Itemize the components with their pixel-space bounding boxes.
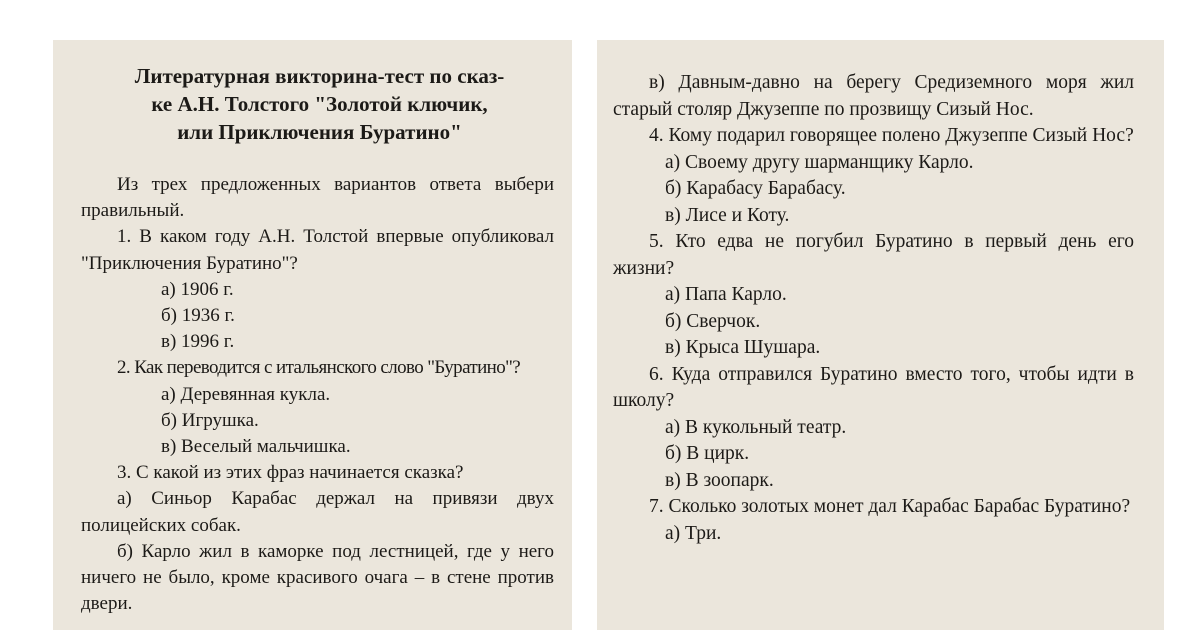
quiz-title — [81, 62, 554, 146]
q1-option-c: в) 1996 г. — [161, 331, 235, 353]
q2-option-c: в) Веселый мальчишка. — [161, 436, 351, 458]
title-line-2: ке А.Н. Толстого "Золотой ключик, — [151, 92, 488, 116]
question-7: 7. Сколько золотых монет дал Карабас Барабас Буратино? — [649, 496, 1131, 517]
title-line-1: Литературная викторина-тест по сказ- — [134, 64, 505, 88]
title-line-3: или Приключения Буратино" — [177, 120, 462, 144]
q1-option-b: б) 1936 г. — [161, 305, 235, 327]
q2-option-a: а) Деревянная кукла. — [161, 383, 331, 405]
q3-option-c: в) Давным-давно на берегу Средиземного моря жил старый столяр Джузеппе по прозвищу Сизый Нос. — [613, 72, 1134, 120]
q5-option-a: а) Папа Карло. — [665, 284, 787, 305]
q1-option-a: а) 1906 г. — [161, 278, 234, 300]
q4-option-a: а) Своему другу шарманщику Карло. — [665, 151, 974, 173]
q4-option-b: б) Карабасу Барабасу. — [665, 178, 846, 199]
q6-option-a: а) В кукольный театр. — [665, 416, 847, 438]
right-page — [597, 40, 1164, 630]
question-4: 4. Кому подарил говорящее полено Джузеппе Сизый Нос? — [649, 125, 1134, 146]
q5-option-b: б) Сверчок. — [665, 310, 761, 332]
question-3: 3. С какой из этих фраз начинается сказка? — [117, 462, 464, 484]
q5-option-c: в) Крыса Шушара. — [665, 337, 821, 358]
q6-option-b: б) В цирк. — [665, 443, 750, 464]
question-6: 6. Куда отправился Буратино вместо того, чтобы идти в школу? — [613, 363, 1134, 411]
instructions: Из трех предложенных вариантов ответа выбери правильный. — [81, 174, 554, 222]
q2-option-b: б) Игрушка. — [161, 409, 259, 431]
question-1: 1. В каком году А.Н. Толстой впервые опубликовал "Приключения Буратино"? — [81, 226, 554, 274]
q6-option-c: в) В зоопарк. — [665, 469, 774, 491]
question-5: 5. Кто едва не погубил Буратино в первый день его жизни? — [613, 231, 1134, 279]
q4-option-c: в) Лисе и Коту. — [665, 204, 790, 226]
q3-option-a: а) Синьор Карабас держал на привязи двух полицейских собак. — [81, 488, 554, 536]
q3-option-b: б) Карло жил в каморке под лестницей, где у него ничего не было, кроме красивого очага – в стене против двери. — [81, 540, 554, 615]
q7-option-a: а) Три. — [665, 522, 722, 544]
question-2: 2. Как переводится с итальянского слово "Буратино"? — [117, 357, 521, 379]
left-page — [53, 40, 572, 630]
